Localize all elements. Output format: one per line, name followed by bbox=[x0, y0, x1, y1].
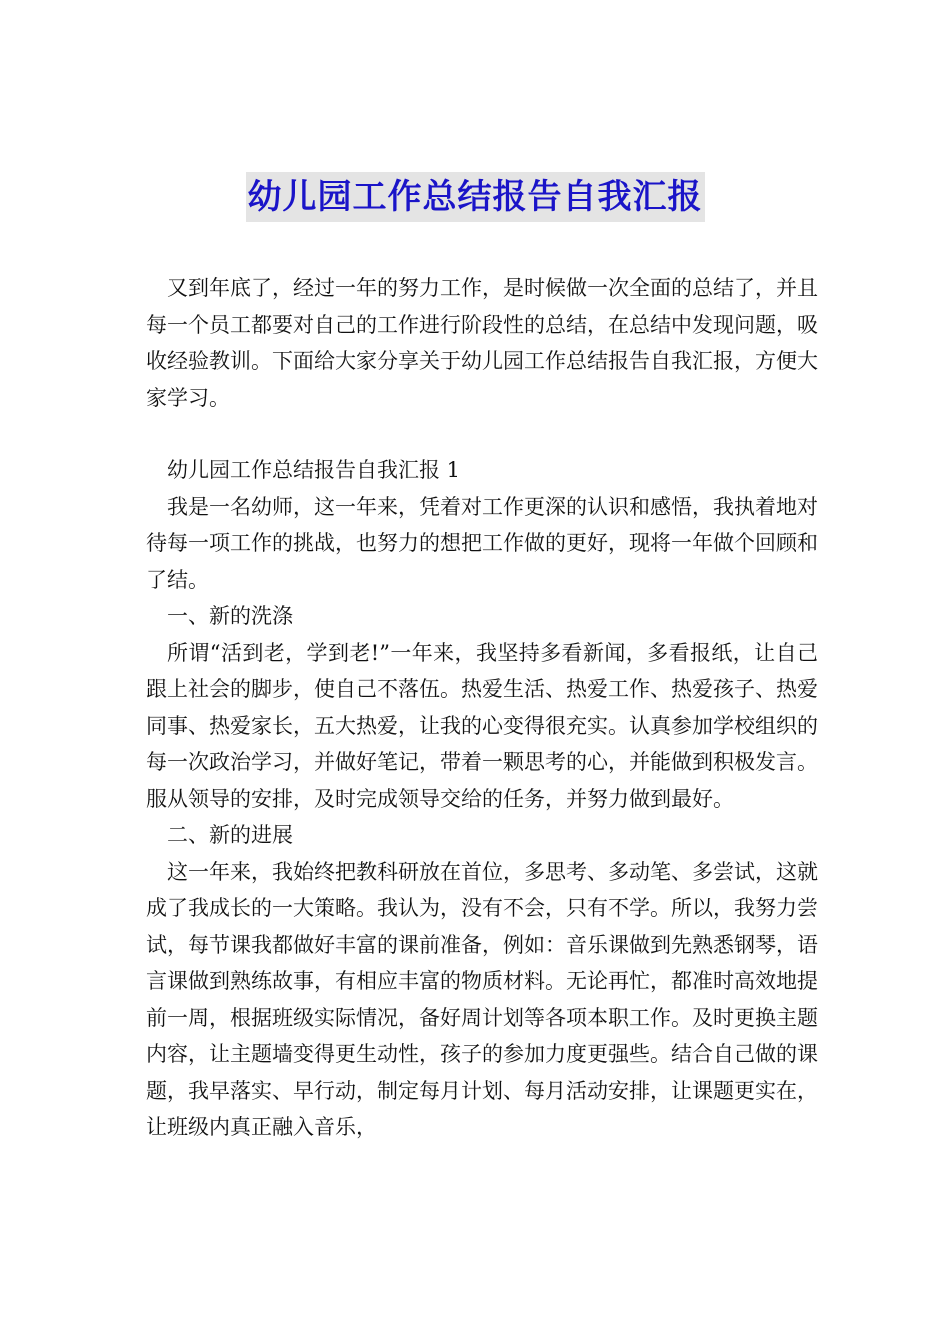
subsection-heading: 二、新的进展 bbox=[167, 823, 293, 847]
intro-paragraph: 又到年底了，经过一年的努力工作，是时候做一次全面的总结了，并且每一个员工都要对自己的工作进行阶段性的总结，在总结中发现问题，吸收经验教训。下面给大家分享关于幼儿园工作总结报告自我汇报，方便大家学习。 bbox=[146, 276, 818, 410]
section-heading: 幼儿园工作总结报告自我汇报 1 bbox=[167, 458, 461, 482]
body-paragraph: 这一年来，我始终把教科研放在首位，多思考、多动笔、多尝试，这就成了我成长的一大策略。我认为，没有不会，只有不学。所以，我努力尝试，每节课我都做好丰富的课前准备，例如：音乐课做到先熟悉钢琴，语言课做到熟练故事，有相应丰富的物质材料。无论再忙，都准时高效地提前一周，根据班级实际情况，备好周计划等各项本职工作。及时更换主题内容，让主题墙变得更生动性，孩子的参加力度更强些。结合自己做的课题，我早落实、早行动，制定每月计划、每月活动安排，让课题更实在，让班级内真正融入音乐， bbox=[146, 859, 818, 1139]
body-paragraph: 我是一名幼师，这一年来，凭着对工作更深的认识和感悟，我执着地对待每一项工作的挑战，也努力的想把工作做的更好，现将一年做个回顾和了结。 bbox=[146, 494, 818, 592]
document-title: 幼儿园工作总结报告自我汇报 bbox=[246, 172, 705, 222]
body-paragraph: 所谓“活到老，学到老!”一年来，我坚持多看新闻，多看报纸，让自己跟上社会的脚步，使自己不落伍。热爱生活、热爱工作、热爱孩子、热爱同事、热爱家长，五大热爱，让我的心变得很充实。认真参加学校组织的每一次政治学习，并做好笔记，带着一颗思考的心，并能做到积极发言。服从领导的安排，及时完成领导交给的任务，并努力做到最好。 bbox=[146, 640, 818, 811]
title-container bbox=[0, 172, 950, 222]
subsection-heading: 一、新的洗涤 bbox=[167, 604, 293, 628]
document-body bbox=[146, 270, 818, 1146]
